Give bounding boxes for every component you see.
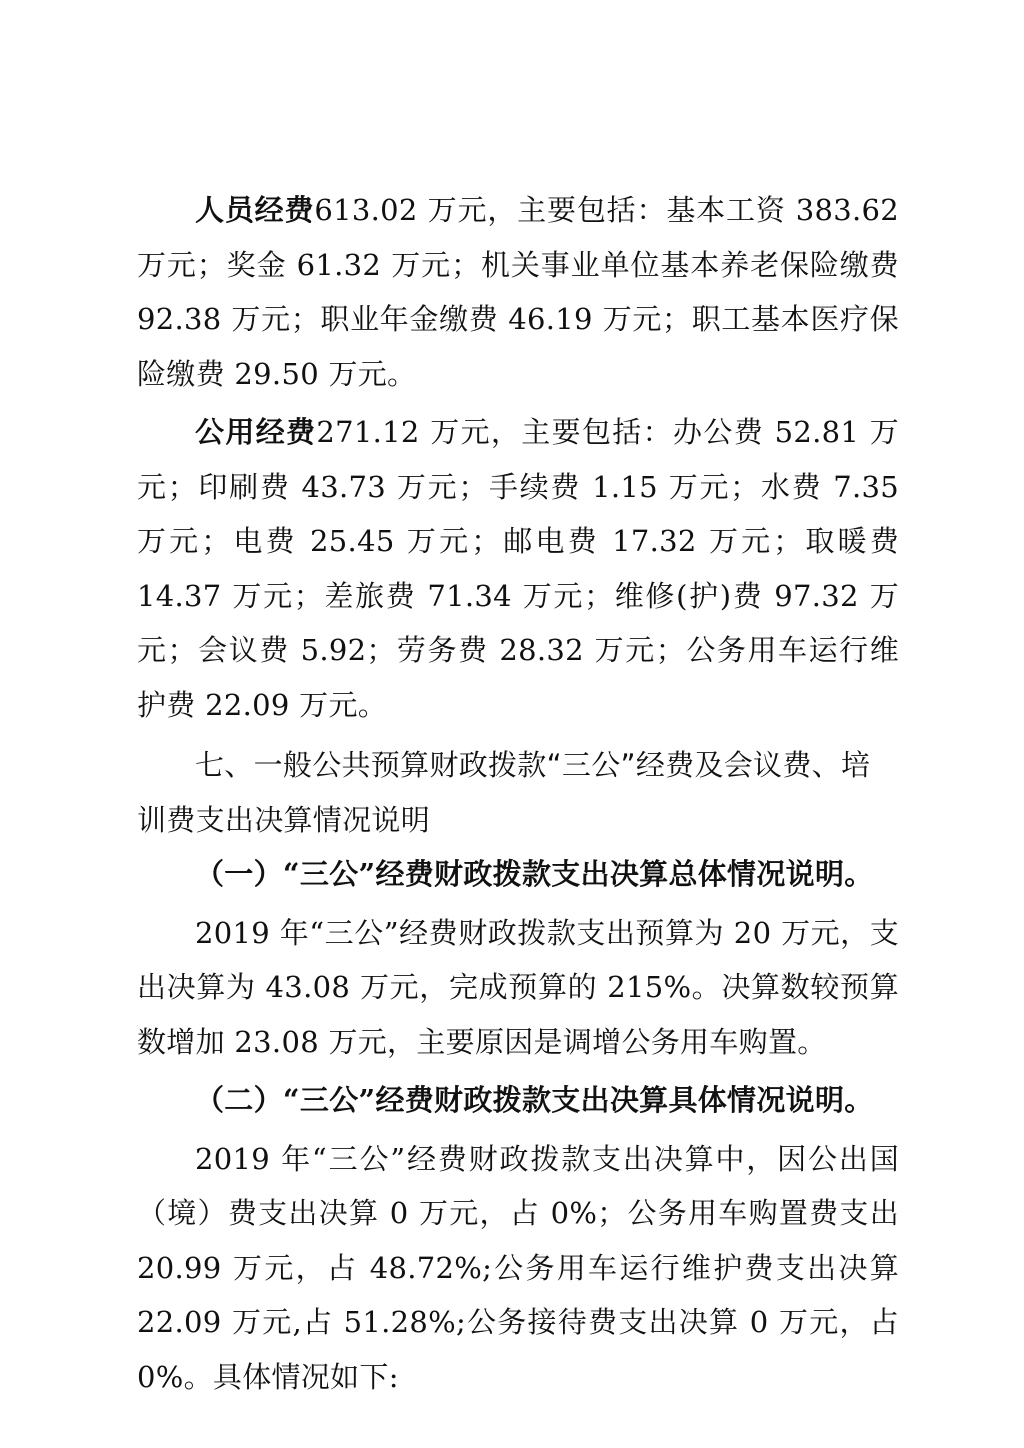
personnel-expense-text: 613.02 万元，主要包括：基本工资 383.62 万元；奖金 61.32 万元；机关事业单位基本养老保险缴费 92.38 万元；职业年金缴费 46.19 万元；职工基本医疗保险缴费 29.50 万元。 — [137, 193, 899, 391]
public-expense-paragraph — [137, 405, 899, 732]
subsection-one-text: 2019 年“三公”经费财政拨款支出预算为 20 万元，支出决算为 43.08 万元，完成预算的 215%。决算数较预算数增加 23.08 万元，主要原因是调增公务用车购置。 — [137, 915, 899, 1059]
subsection-two-text: 2019 年“三公”经费财政拨款支出决算中，因公出国（境）费支出决算 0 万元，占 0%；公务用车购置费支出 20.99 万元，占 48.72%;公务用车运行维护费支出决算 22.09 万元,占 51.28%;公务接待费支出决算 0 万元，占 0%。具体情况如下: — [137, 1141, 899, 1394]
section-heading-seven: 七、一般公共预算财政拨款“三公”经费及会议费、培训费支出决算情况说明 — [137, 748, 871, 837]
subsection-heading-one: （一）“三公”经费财政拨款支出决算总体情况说明。 — [195, 857, 874, 891]
public-expense-label: 公用经费 — [195, 415, 317, 449]
personnel-expense-label: 人员经费 — [195, 193, 315, 227]
personnel-expense-paragraph — [137, 183, 899, 401]
subsection-heading-two: （二）“三公”经费财政拨款支出决算具体情况说明。 — [195, 1083, 874, 1117]
document-page — [137, 183, 899, 1408]
public-expense-text: 271.12 万元，主要包括：办公费 52.81 万元；印刷费 43.73 万元；手续费 1.15 万元；水费 7.35 万元；电费 25.45 万元；邮电费 17.32 万元；取暖费 14.37 万元；差旅费 71.34 万元；维修(护)费 97.32 万元；会议费 5.92；劳务费 28.32 万元；公务用车运行维护费 22.09 万元。 — [137, 415, 899, 722]
